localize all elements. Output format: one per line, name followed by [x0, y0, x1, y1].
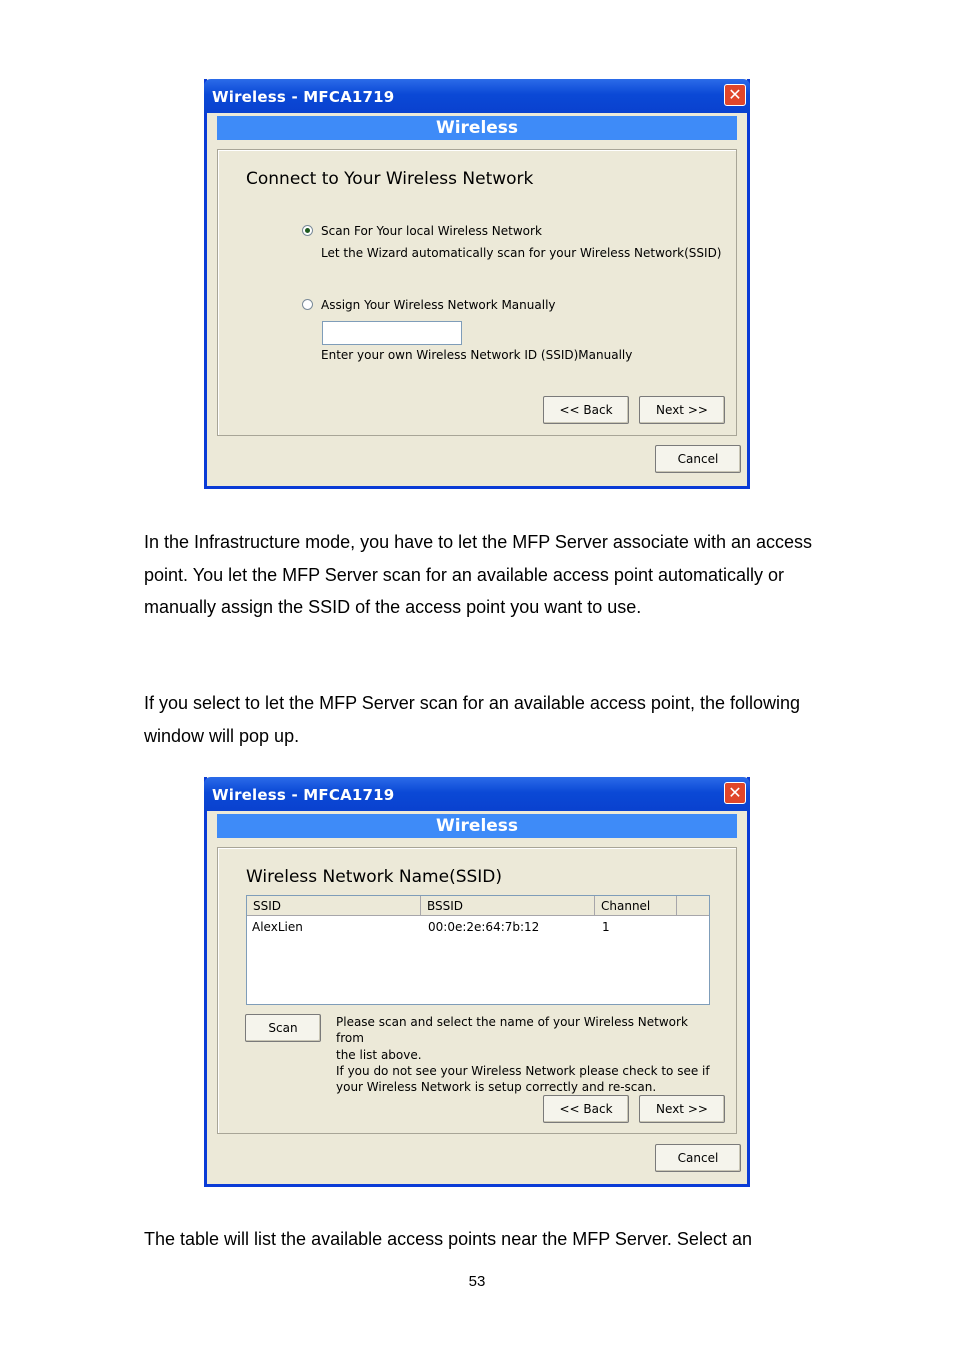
paragraph-infrastructure: In the Infrastructure mode, you have to let the MFP Server associate with an access point. You let the MFP Server scan for an available access point automatically or manually assign the SSID of the access point you want to use. — [144, 532, 812, 617]
dialog-heading: Connect to Your Wireless Network — [246, 169, 534, 189]
instruction-line: If you do not see your Wireless Network please check to see if — [336, 1063, 710, 1078]
column-header-filler — [677, 896, 709, 916]
table-row-bssid[interactable]: 00:0e:2e:64:7b:12 — [428, 920, 540, 934]
wireless-banner: Wireless — [217, 814, 737, 838]
table-row-ssid[interactable]: AlexLien — [252, 920, 303, 934]
instruction-line: Please scan and select the name of your Wireless Network from — [336, 1015, 688, 1046]
next-button[interactable]: Next >> — [639, 396, 725, 424]
back-button[interactable]: << Back — [543, 1095, 629, 1123]
ssid-list[interactable] — [246, 895, 710, 1005]
content-panel — [217, 149, 737, 436]
close-icon[interactable]: ✕ — [724, 84, 746, 106]
scan-button[interactable]: Scan — [245, 1014, 321, 1042]
page-number: 53 — [468, 1273, 486, 1290]
ssid-input[interactable] — [322, 321, 462, 345]
cancel-button[interactable]: Cancel — [655, 445, 741, 473]
scan-network-label[interactable]: Scan For Your local Wireless Network — [321, 224, 542, 238]
cancel-button[interactable]: Cancel — [655, 1144, 741, 1172]
scan-network-description: Let the Wizard automatically scan for your Wireless Network(SSID) — [321, 246, 722, 260]
paragraph-scan-popup: If you select to let the MFP Server scan for an available access point, the following window will pop up. — [144, 693, 801, 746]
title-bar[interactable] — [204, 777, 750, 811]
content-panel — [217, 847, 737, 1134]
paragraph-table-info: The table will list the available access points near the MFP Server. Select an — [144, 1229, 752, 1249]
assign-manually-radio[interactable] — [302, 299, 313, 310]
window-title: Wireless - MFCA1719 — [212, 88, 395, 106]
wireless-banner: Wireless — [217, 116, 737, 140]
scan-network-radio[interactable] — [302, 225, 313, 236]
assign-manually-label[interactable]: Assign Your Wireless Network Manually — [321, 298, 556, 312]
dialog-heading: Wireless Network Name(SSID) — [246, 867, 503, 887]
next-button[interactable]: Next >> — [639, 1095, 725, 1123]
scan-instructions — [336, 1014, 716, 1095]
instruction-line: the list above. — [336, 1047, 422, 1062]
title-bar[interactable] — [204, 79, 750, 113]
ssid-list-dialog — [204, 777, 750, 1187]
window-title: Wireless - MFCA1719 — [212, 786, 395, 804]
close-icon[interactable]: ✕ — [724, 782, 746, 804]
connect-wireless-dialog — [204, 79, 750, 489]
column-header-ssid[interactable]: SSID — [247, 896, 421, 916]
back-button[interactable]: << Back — [543, 396, 629, 424]
instruction-line: your Wireless Network is setup correctly and re-scan. — [336, 1080, 657, 1095]
column-header-channel[interactable]: Channel — [595, 896, 677, 916]
table-row-channel[interactable]: 1 — [602, 920, 610, 934]
assign-manually-description: Enter your own Wireless Network ID (SSID)Manually — [321, 348, 633, 362]
column-header-bssid[interactable]: BSSID — [421, 896, 595, 916]
